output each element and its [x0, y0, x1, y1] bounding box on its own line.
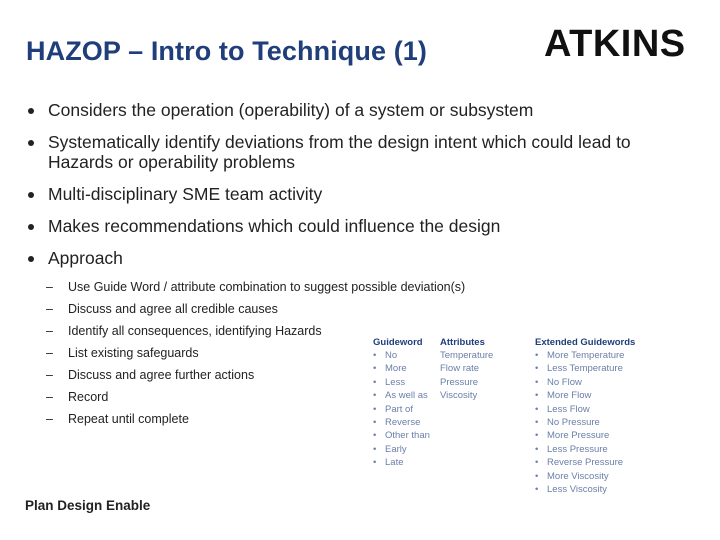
guideword-item: • Other than — [373, 430, 430, 442]
bullet-item — [28, 100, 688, 120]
extended-guideword-item: • Less Temperature — [535, 363, 623, 375]
guideword-item: • No — [373, 350, 398, 361]
bullet-dot-icon — [28, 224, 34, 230]
guideword-item: • Late — [373, 457, 404, 469]
dash-icon: – — [46, 280, 53, 294]
attribute-item: Temperature — [440, 350, 494, 361]
bullet-list — [28, 100, 688, 280]
atkins-logo — [544, 22, 696, 62]
guideword-item: • Part of — [373, 403, 413, 415]
sub-bullet-text: Use Guide Word / attribute combination to suggest possible deviation(s) — [68, 280, 466, 294]
attributes-header: Attributes — [440, 337, 485, 348]
dash-icon: – — [46, 412, 53, 426]
guideword-item: • Reverse — [373, 416, 421, 428]
extended-guideword-item: • More Pressure — [535, 430, 610, 442]
extended-guideword-item: • No Flow — [535, 376, 582, 388]
guideword-header: Guideword — [373, 337, 423, 348]
sub-bullet-text: Discuss and agree all credible causes — [68, 302, 278, 316]
slide-title: HAZOP – Intro to Technique (1) — [26, 36, 428, 66]
atkins-logo-text: ATKINS — [544, 23, 686, 62]
bullet-text: Makes recommendations which could influence the design — [48, 216, 501, 236]
guideword-item: • More — [373, 363, 407, 375]
bullet-dot-icon — [28, 256, 34, 262]
dash-icon: – — [46, 346, 53, 360]
attribute-item: Pressure — [440, 376, 479, 388]
extended-guideword-item: • Reverse Pressure — [535, 457, 624, 469]
bullet-item — [28, 216, 688, 236]
extended-guideword-item: • More Viscosity — [535, 470, 609, 482]
sub-bullet-text: Repeat until complete — [68, 412, 189, 426]
bullet-text: Approach — [48, 248, 123, 268]
footer-tagline: Plan Design Enable — [25, 498, 151, 513]
dash-icon: – — [46, 390, 53, 404]
dash-icon: – — [46, 324, 53, 338]
extended-guideword-item: • Less Flow — [535, 403, 590, 415]
sub-bullet-text: Record — [68, 390, 109, 404]
guideword-item: • Less — [373, 376, 406, 388]
dash-icon: – — [46, 368, 53, 382]
attribute-item: Flow rate — [440, 363, 480, 375]
extended-guidewords-column — [535, 336, 635, 496]
bullet-text: Considers the operation (operability) of a system or subsystem — [48, 100, 534, 120]
sub-bullet-item — [46, 276, 465, 298]
sub-bullet-text: Discuss and agree further actions — [68, 368, 255, 382]
attributes-column — [440, 336, 493, 403]
bullet-dot-icon — [28, 108, 34, 114]
attribute-item: Viscosity — [440, 390, 478, 402]
extended-guideword-item: • More Temperature — [535, 350, 625, 361]
extended-guideword-item: • No Pressure — [535, 416, 600, 428]
sub-bullet-text: List existing safeguards — [68, 346, 199, 360]
extended-guidewords-header: Extended Guidewords — [535, 337, 636, 348]
bullet-text: Multi-disciplinary SME team activity — [48, 184, 323, 204]
bullet-item — [28, 132, 688, 172]
bullet-dot-icon — [28, 140, 34, 146]
bullet-text: Systematically identify deviations from the design intent which could lead to Hazards or operability problems — [48, 132, 631, 172]
extended-guideword-item: • Less Pressure — [535, 443, 608, 455]
sub-bullet-item — [46, 298, 465, 320]
bullet-item — [28, 248, 688, 268]
extended-guideword-item: • Less Viscosity — [535, 483, 608, 495]
bullet-dot-icon — [28, 192, 34, 198]
guideword-item: • Early — [373, 443, 407, 455]
guideword-item: • As well as — [373, 390, 428, 402]
extended-guideword-item: • More Flow — [535, 390, 592, 402]
guideword-column — [373, 336, 430, 470]
dash-icon: – — [46, 302, 53, 316]
bullet-item — [28, 184, 688, 204]
sub-bullet-text: Identify all consequences, identifying Hazards — [68, 324, 322, 338]
